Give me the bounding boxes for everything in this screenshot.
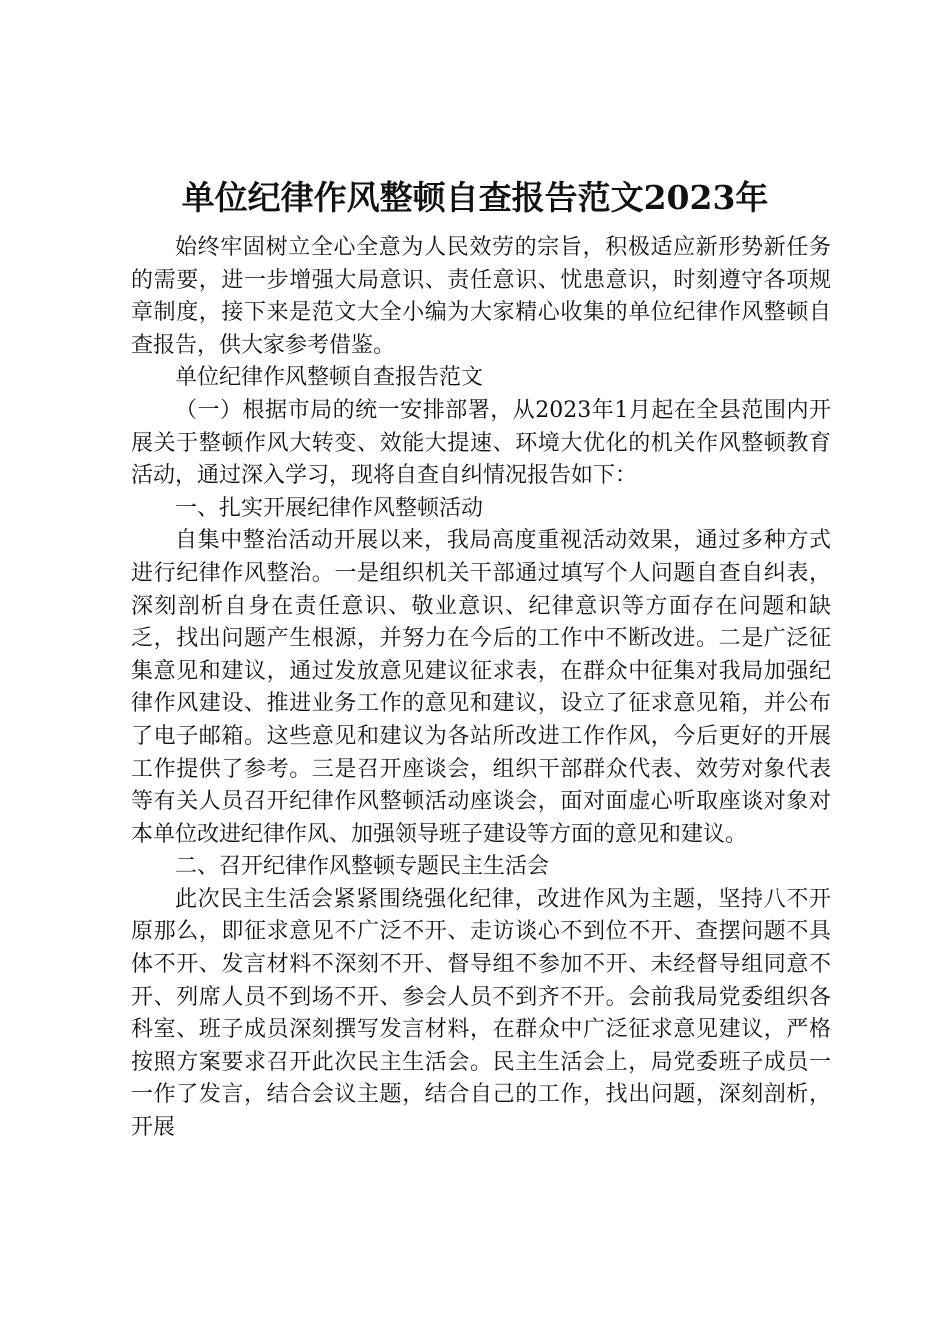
document-body [131,232,831,1145]
intro-paragraph: 始终牢固树立全心全意为人民效劳的宗旨，积极适应新形势新任务的需要，进一步增强大局意识、责任意识、忧患意识，时刻遵守各项规章制度，接下来是范文大全小编为大家精心收集的单位纪律作风整顿自查报告，供大家参考借鉴。 [131,235,831,358]
section-2-paragraph: 此次民主生活会紧紧围绕强化纪律，改进作风为主题，坚持八不开原那么，即征求意见不广泛不开、走访谈心不到位不开、查摆问题不具体不开、发言材料不深刻不开、督导组不参加不开、未经督导组同意不开、列席人员不到场不开、参会人员不到齐不开。会前我局党委组织各科室、班子成员深刻撰写发言材料，在群众中广泛征求意见建议，严格按照方案要求召开此次民主生活会。民主生活会上，局党委班子成员一一作了发言，结合会议主题，结合自己的工作，找出问题，深刻剖析，开展 [131,886,831,1141]
subtitle-paragraph: 单位纪律作风整顿自查报告范文 [175,365,484,391]
document-title: 单位纪律作风整顿自查报告范文2023年 [181,178,769,217]
section-heading-1: 一、扎实开展纪律作风整顿活动 [175,495,484,521]
section-1-paragraph: 自集中整治活动开展以来，我局高度重视活动效果，通过多种方式进行纪律作风整治。一是组织机关干部通过填写个人问题自查自纠表，深刻剖析自身在责任意识、敬业意识、纪律意识等方面存在问题和缺乏，找出问题产生根源，并努力在今后的工作中不断改进。二是广泛征集意见和建议，通过发放意见建议征求表，在群众中征集对我局加强纪律作风建设、推进业务工作的意见和建议，设立了征求意见箱，并公布了电子邮箱。这些意见和建议为各站所改进工作作风，今后更好的开展工作提供了参考。三是召开座谈会，组织干部群众代表、效劳对象代表等有关人员召开纪律作风整顿活动座谈会，面对面虚心听取座谈对象对本单位改进纪律作风、加强领导班子建设等方面的意见和建议。 [131,528,831,847]
section-heading-2: 二、召开纪律作风整顿专题民主生活会 [175,854,550,880]
background-paragraph: （一）根据市局的统一安排部署，从2023年1月起在全县范围内开展关于整顿作风大转变、效能大提速、环境大优化的机关作风整顿教育活动，通过深入学习，现将自查自纠情况报告如下： [131,397,831,489]
